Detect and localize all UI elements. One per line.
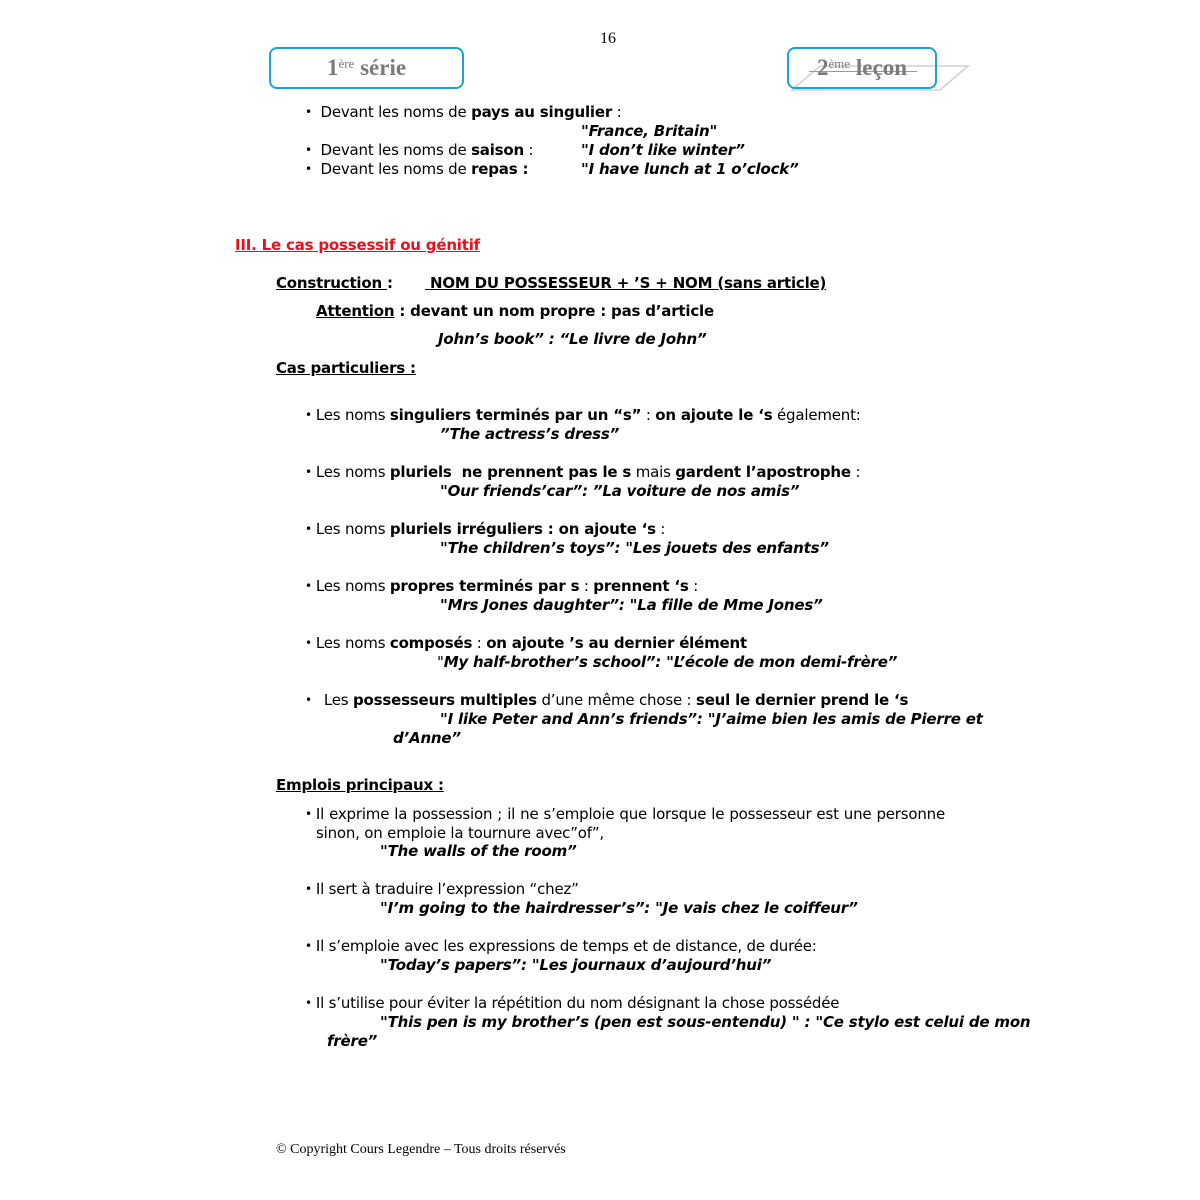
cas-item-2 (305, 463, 860, 483)
item-text: également: (772, 406, 861, 424)
item-text: Devant les noms de (320, 141, 472, 159)
emplois-item-2: • Il sert à traduire l’expression “chez” (305, 880, 579, 900)
emplois-item-1-line2: sinon, on emploie la tournure avec”of”, (316, 824, 604, 842)
copyright-footer: © Copyright Cours Legendre – Tous droits réservés (276, 1142, 566, 1157)
list-item-article-repas (305, 160, 528, 180)
emplois-item-4: • Il s’utilise pour éviter la répétition du nom désignant la chose possédée (305, 994, 839, 1014)
item-bold-text: composés (389, 634, 473, 652)
emplois-heading: Emplois principaux : (276, 776, 444, 794)
item-text: Les noms (315, 463, 390, 481)
example-text: "Mrs Jones daughter”: "La fille de Mme Jones” (440, 596, 823, 614)
construction-label-text: Construction (276, 274, 387, 292)
attention-text: : devant un nom propre : pas d’article (394, 302, 714, 320)
emplois-item-3-example: "Today’s papers”: "Les journaux d’aujourd’hui” (380, 956, 772, 974)
lesson-badge (787, 47, 937, 89)
emplois-item-1-line1: • Il exprime la possession ; il ne s’emploie que lorsque le possesseur est une personne (305, 805, 945, 825)
item-bold-text: on ajoute le ‘s (655, 406, 773, 424)
item-bold-text: on ajoute ’s au dernier élément (486, 634, 747, 652)
example-pays: "France, Britain" (581, 122, 718, 140)
emplois-item-2-example: "I’m going to the hairdresser’s”: "Je vais chez le coiffeur” (380, 899, 858, 917)
example-repas: "I have lunch at 1 o’clock” (581, 160, 799, 178)
series-label: série (354, 55, 407, 80)
construction-label (276, 274, 393, 293)
example-text: "Our friends’car”: ”La voiture de nos amis” (440, 482, 800, 500)
item-suffix: : (523, 141, 534, 159)
cas-item-6-example (440, 710, 983, 729)
item-bold-text: possesseurs multiples (353, 691, 537, 709)
series-badge (269, 47, 464, 89)
item-text: Les noms (315, 520, 390, 538)
item-bold-text: seul le dernier prend le ‘s (695, 691, 909, 709)
item-text: Devant les noms de (320, 160, 472, 178)
item-text: mais (631, 463, 676, 481)
emplois-item-3: • Il s’emploie avec les expressions de temps et de distance, de durée: (305, 937, 817, 957)
cas-item-3 (305, 520, 665, 540)
emplois-item-1-example: "The walls of the room” (380, 842, 577, 860)
cas-item-5 (305, 634, 747, 654)
list-item-article-pays (305, 103, 621, 123)
construction-colon: : (386, 274, 393, 292)
item-text: : (850, 463, 861, 481)
item-text: : (472, 634, 487, 652)
emplois-item-4-example-cont: frère” (327, 1032, 378, 1050)
item-bold: repas : (471, 160, 529, 178)
list-item-article-saison (305, 141, 533, 161)
cas-item-5-example (437, 653, 897, 672)
item-text: Les noms (315, 634, 390, 652)
item-bold-text: gardent l’apostrophe (675, 463, 851, 481)
attention-note (316, 302, 714, 321)
section-title: III. Le cas possessif ou génitif (235, 236, 480, 254)
item-text: : (655, 520, 666, 538)
lesson-number: 2 (816, 55, 829, 80)
page-number: 16 (600, 30, 616, 47)
item-bold-text: prennent ‘s (593, 577, 689, 595)
cas-item-4-example (440, 596, 823, 615)
cas-particuliers-heading: Cas particuliers : (276, 359, 416, 377)
item-bold-text: pluriels irréguliers : on ajoute ‘s (389, 520, 656, 538)
item-text: Les (323, 691, 353, 709)
item-bold: pays au singulier (471, 103, 613, 121)
item-text: : (688, 577, 699, 595)
lesson-label: leçon (850, 55, 907, 80)
item-text: Les noms (315, 577, 390, 595)
cas-item-6-example-cont: d’Anne” (393, 729, 461, 747)
example-text: "The children’s toys”: "Les jouets des enfants” (440, 539, 829, 557)
item-bold: saison (471, 141, 524, 159)
example-text: ”The actress’s dress” (440, 425, 620, 443)
example-text: "I like Peter and Ann’s friends”: "J’aime bien les amis de Pierre et (440, 710, 983, 728)
item-text: : (641, 406, 656, 424)
construction-formula: NOM DU POSSESSEUR + ’S + NOM (sans article) (425, 274, 827, 292)
cas-item-3-example (440, 539, 829, 558)
lesson-superscript: ème (828, 56, 851, 71)
item-suffix: : (612, 103, 622, 121)
item-text: d’une même chose : (536, 691, 696, 709)
cas-item-1-example (440, 425, 619, 444)
attention-example: John’s book” : “Le livre de John” (438, 330, 707, 348)
cas-item-6 (305, 691, 908, 711)
example-text: My half-brother’s school”: "L’école de mon demi-frère” (443, 653, 898, 671)
cas-item-1 (305, 406, 861, 426)
item-bold-text: pluriels ne prennent pas le s (389, 463, 632, 481)
emplois-item-4-example: "This pen is my brother’s (pen est sous-entendu) " : "Ce stylo est celui de mon (380, 1013, 1031, 1031)
item-text: Devant les noms de (320, 103, 472, 121)
example-saison: "I don’t like winter” (581, 141, 745, 159)
series-number: 1 (326, 55, 339, 80)
item-text: Les noms (315, 406, 390, 424)
cas-item-2-example (440, 482, 799, 501)
example-open-quote: " (437, 653, 444, 671)
cas-item-4 (305, 577, 698, 597)
item-text: : (579, 577, 594, 595)
attention-label: Attention (316, 302, 395, 320)
item-bold-text: singuliers terminés par un “s” (389, 406, 642, 424)
series-superscript: ère (338, 56, 355, 71)
item-bold-text: propres terminés par s (389, 577, 580, 595)
